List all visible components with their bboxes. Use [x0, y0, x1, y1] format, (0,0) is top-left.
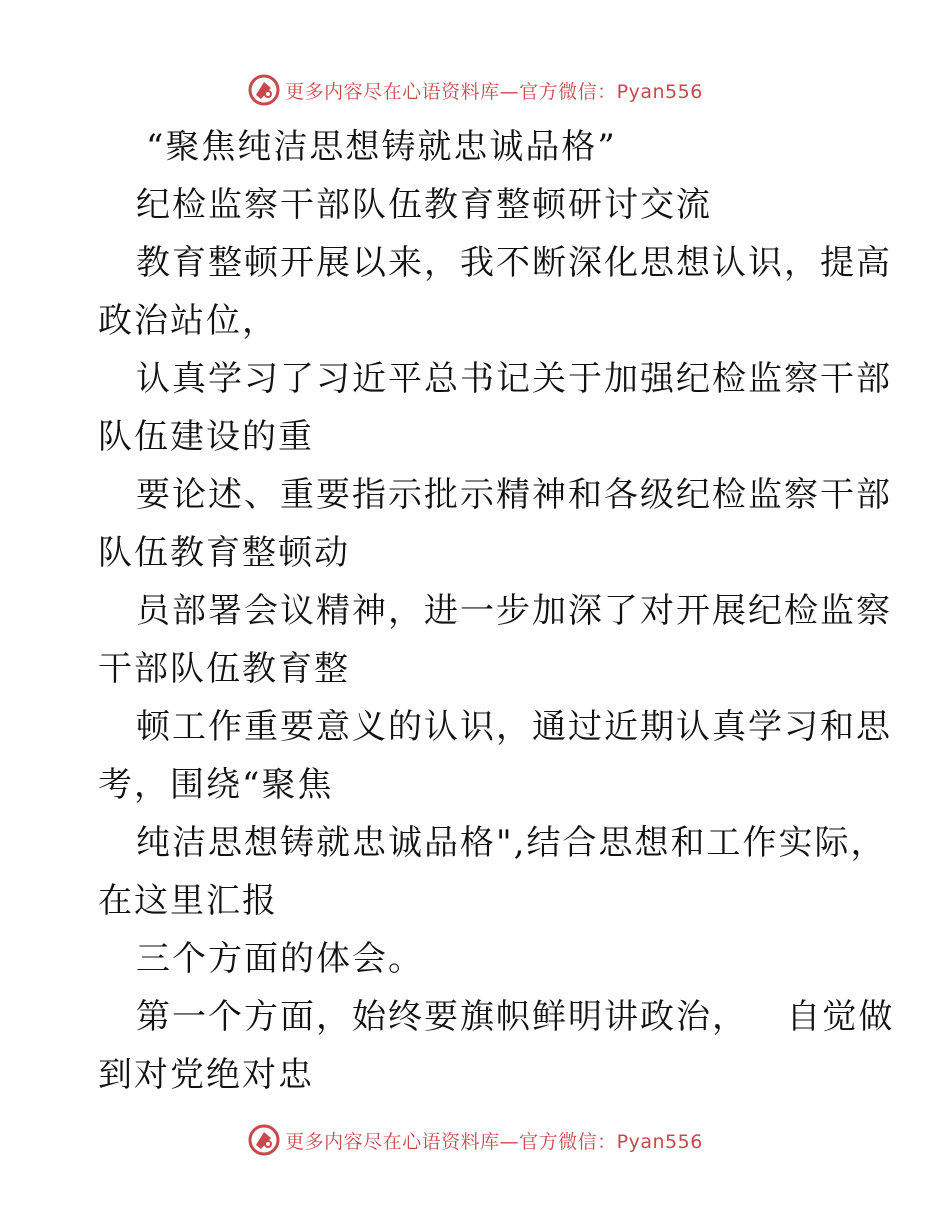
doc-line: 考，围绕“聚焦 [98, 765, 334, 805]
doc-line: 认真学习了习近平总书记关于加强纪检监察干部 [136, 359, 892, 399]
brand-logo-icon [247, 1123, 281, 1157]
doc-line: 干部队伍教育整 [98, 649, 350, 689]
doc-line: 三个方面的体会。 [136, 939, 424, 979]
footer-banner-text: 更多内容尽在心语资料库—官方微信：Pyan556 [285, 1130, 703, 1153]
doc-line: 顿工作重要意义的认识，通过近期认真学习和思 [136, 707, 892, 747]
document-body [98, 118, 895, 1104]
doc-line: 教育整顿开展以来，我不断深化思想认识，提高 [136, 243, 892, 283]
doc-line: 要论述、重要指示批示精神和各级纪检监察干部 [136, 475, 892, 515]
header-banner [0, 70, 950, 110]
doc-line: 第一个方面，始终要旗帜鲜明讲政治， 自觉做 [136, 997, 895, 1037]
doc-line: 政治站位， [98, 301, 278, 341]
doc-subtitle: 纪检监察干部队伍教育整顿研讨交流 [136, 185, 712, 225]
doc-line: 队伍教育整顿动 [98, 533, 350, 573]
doc-line: 员部署会议精神，进一步加深了对开展纪检监察 [136, 591, 892, 631]
brand-logo-icon [247, 73, 281, 107]
doc-title: “聚焦纯洁思想铸就忠诚品格” [146, 127, 617, 167]
doc-line: 在这里汇报 [98, 881, 278, 921]
header-banner-text: 更多内容尽在心语资料库—官方微信：Pyan556 [285, 80, 703, 103]
doc-line: 纯洁思想铸就忠诚品格",结合思想和工作实际， [136, 823, 887, 863]
footer-banner [0, 1120, 950, 1160]
doc-line: 到对党绝对忠 [98, 1055, 314, 1095]
doc-line: 队伍建设的重 [98, 417, 314, 457]
